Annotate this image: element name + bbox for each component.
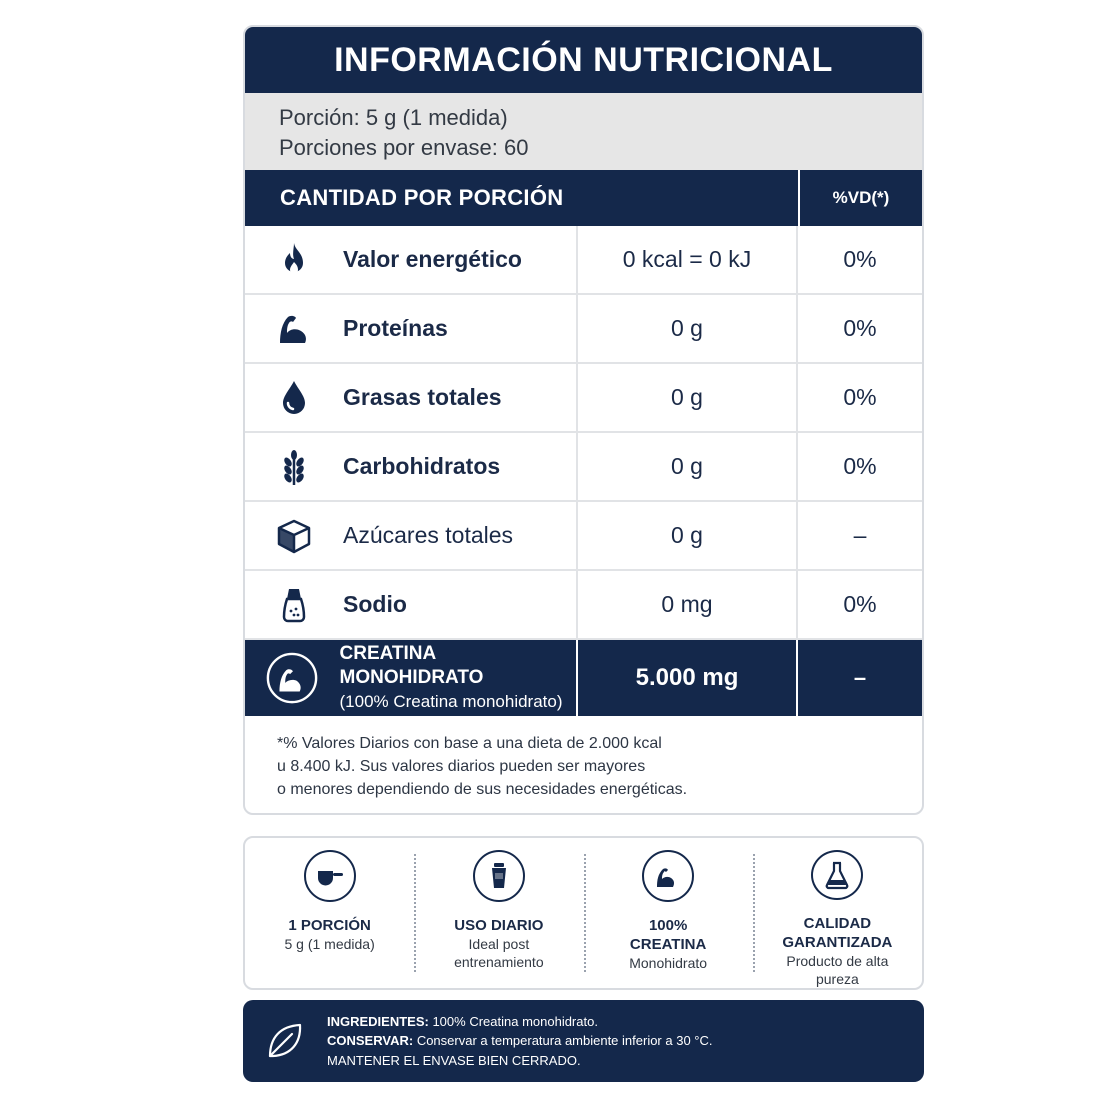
- drop-icon: [245, 378, 343, 418]
- creatine-label: CREATINA MONOHIDRATO: [339, 643, 484, 688]
- feature-subtitle: Monohidrato: [629, 955, 708, 971]
- servings-per-container: Porciones por envase: 60: [279, 135, 529, 160]
- row-label: Carbohidratos: [343, 453, 501, 479]
- row-amount: 0 g: [578, 364, 798, 431]
- ingredients-text: 100% Creatina monohidrato.: [428, 1013, 598, 1029]
- row-daily-value: 0%: [843, 384, 877, 410]
- creatine-row: [245, 640, 922, 716]
- row-daily-value: 0%: [843, 315, 877, 341]
- ingredients-bar: [243, 1000, 924, 1082]
- row-label: Valor energético: [343, 246, 522, 272]
- row-amount: 0 g: [578, 433, 798, 500]
- row-label: Grasas totales: [343, 384, 502, 410]
- table-header: [245, 170, 922, 226]
- portion-size: Porción: 5 g (1 medida): [279, 105, 508, 130]
- feature-title: CREATINA: [629, 936, 707, 953]
- storage-line: [327, 1031, 713, 1051]
- feature-title: 100%: [648, 917, 688, 934]
- feature-creatine: [584, 838, 753, 988]
- daily-value-header: %VD(*): [798, 170, 922, 226]
- salt-shaker-icon: [245, 585, 343, 625]
- creatine-sublabel: (100% Creatina monohidrato): [339, 692, 563, 711]
- feature-subtitle: entrenamiento: [454, 954, 544, 970]
- footnote-line: *% Valores Diarios con base a una dieta de 2.000 kcal: [277, 735, 662, 752]
- feature-title: CALIDAD: [803, 915, 872, 932]
- table-row: [245, 364, 922, 433]
- row-daily-value: 0%: [843, 246, 877, 272]
- feature-serving: [245, 838, 414, 988]
- muscle-circle-icon: [245, 651, 340, 705]
- muscle-icon: [642, 850, 694, 902]
- footnote-line: u 8.400 kJ. Sus valores diarios pueden ser mayores: [277, 758, 646, 775]
- daily-value-footnote: [245, 716, 922, 801]
- storage-label: CONSERVAR:: [327, 1033, 414, 1049]
- amount-per-serving-header: CANTIDAD POR PORCIÓN: [280, 185, 564, 210]
- row-daily-value: 0%: [843, 591, 877, 617]
- flask-icon: [811, 850, 863, 900]
- wheat-icon: [245, 447, 343, 487]
- row-amount: 0 mg: [578, 571, 798, 638]
- feature-subtitle: 5 g (1 medida): [284, 936, 375, 952]
- row-label: Azúcares totales: [343, 522, 514, 548]
- feature-quality: [753, 838, 922, 988]
- feature-title: GARANTIZADA: [782, 934, 893, 951]
- portion-info: [245, 93, 922, 170]
- table-row: [245, 502, 922, 571]
- row-daily-value: –: [853, 522, 867, 548]
- flame-icon: [245, 240, 343, 280]
- sugar-cube-icon: [245, 516, 343, 556]
- footnote-line: o menores dependiendo de sus necesidades energéticas.: [277, 781, 688, 798]
- feature-title: 1 PORCIÓN: [288, 917, 371, 934]
- row-label: Proteínas: [343, 315, 448, 341]
- row-daily-value: 0%: [843, 453, 877, 479]
- table-row: [245, 226, 922, 295]
- feature-subtitle: Producto de alta: [786, 953, 889, 969]
- muscle-icon: [245, 309, 343, 349]
- features-box: [243, 836, 924, 990]
- creatine-amount: 5.000 mg: [578, 640, 798, 716]
- nutrition-title: INFORMACIÓN NUTRICIONAL: [245, 27, 922, 93]
- ingredients-line: [327, 1012, 713, 1032]
- creatine-daily-value: –: [853, 665, 867, 690]
- scoop-icon: [304, 850, 356, 902]
- table-row: [245, 571, 922, 640]
- feature-subtitle: Ideal post: [468, 936, 530, 952]
- row-label: Sodio: [343, 591, 407, 617]
- leaf-icon: [243, 1020, 327, 1062]
- feature-subtitle: pureza: [815, 971, 859, 987]
- row-amount: 0 kcal = 0 kJ: [578, 226, 798, 293]
- ingredients-label: INGREDIENTES:: [327, 1013, 429, 1029]
- feature-title: USO DIARIO: [454, 917, 544, 934]
- keep-closed-text: MANTENER EL ENVASE BIEN CERRADO.: [327, 1052, 581, 1068]
- table-row: [245, 433, 922, 502]
- table-row: [245, 295, 922, 364]
- row-amount: 0 g: [578, 295, 798, 362]
- shaker-icon: [473, 850, 525, 902]
- feature-daily-use: [414, 838, 583, 988]
- storage-text: Conservar a temperatura ambiente inferior a 30 °C.: [413, 1033, 713, 1049]
- nutrition-facts-card: [243, 25, 924, 815]
- row-amount: 0 g: [578, 502, 798, 569]
